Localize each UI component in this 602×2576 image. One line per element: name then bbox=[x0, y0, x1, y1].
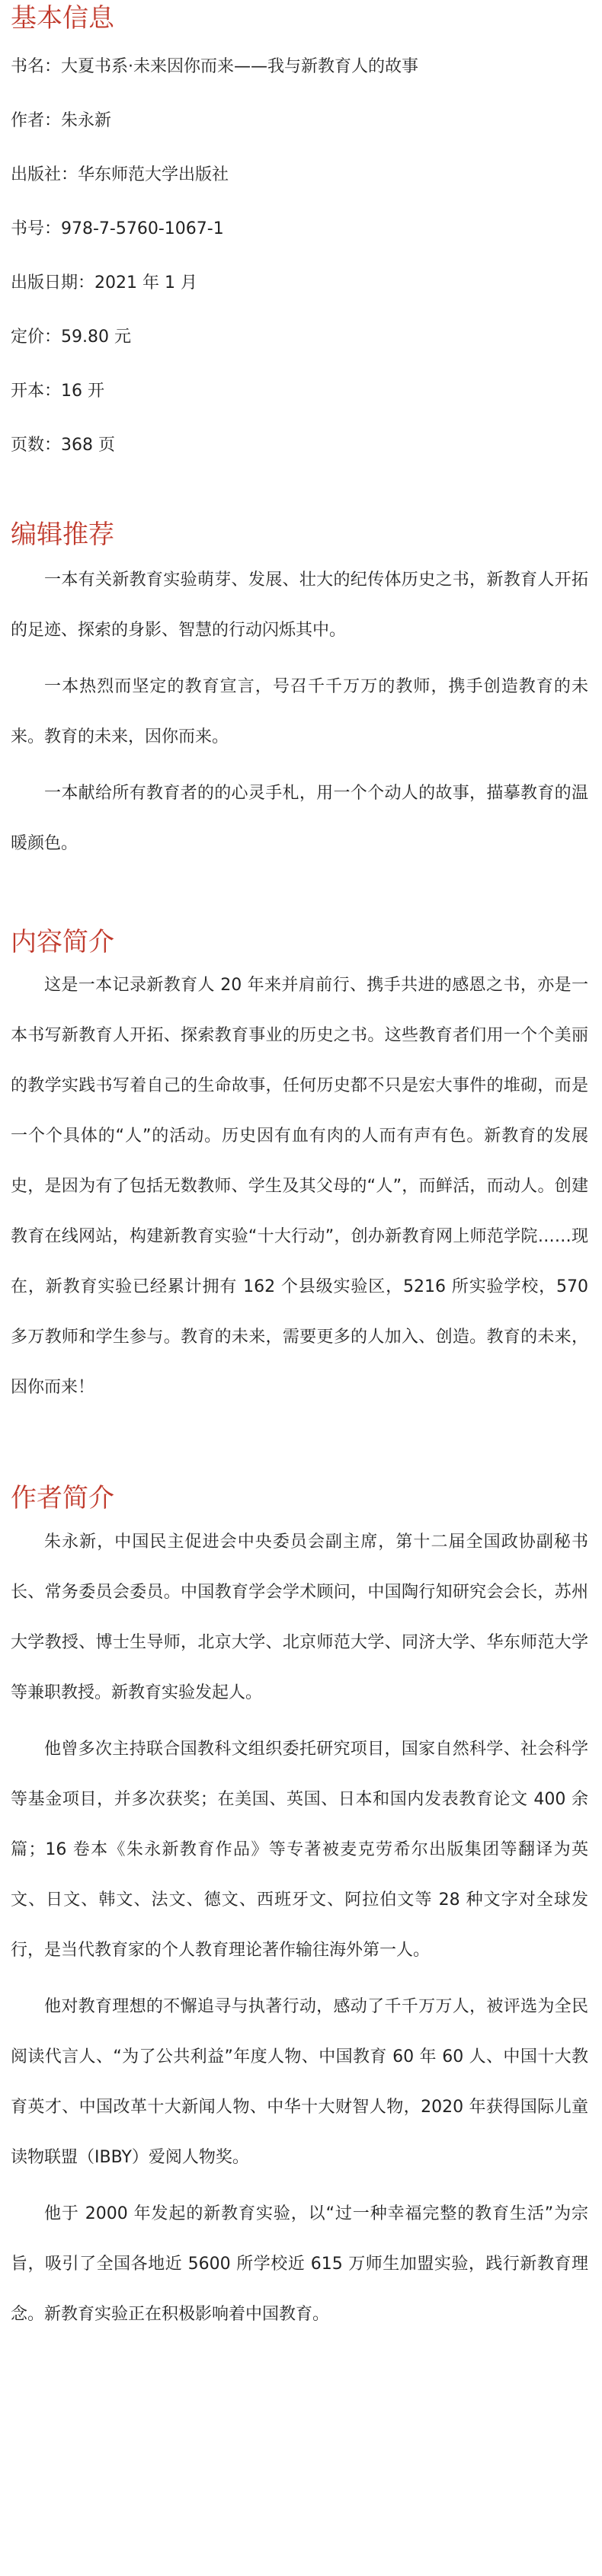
author-intro-title: 作者简介 bbox=[11, 1483, 114, 1514]
author-paragraph: 朱永新，中国民主促进会中央委员会副主席，第十二届全国政协副秘书长、常务委员会委员。中国教育学会学术顾问，中国陶行知研究会会长，苏州大学教授、博士生导师，北京大学、北京师范大学、同济大学、华东师范大学等兼职教授。新教育实验发起人。 bbox=[11, 1532, 588, 1703]
format-line: 开本：16 开 bbox=[11, 381, 104, 401]
editor-recommend-section bbox=[11, 519, 588, 869]
basic-info-title: 基本信息 bbox=[11, 3, 114, 34]
basic-info-section bbox=[11, 0, 588, 459]
price-line: 定价：59.80 元 bbox=[11, 327, 131, 347]
book-title-line: 书名：大夏书系·未来因你而来——我与新教育人的故事 bbox=[11, 56, 418, 76]
author-intro-section bbox=[11, 1483, 588, 2340]
editor-paragraph: 一本热烈而坚定的教育宣言，号召千千万万的教师，携手创造教育的未来。教育的未来，因你而来。 bbox=[11, 676, 588, 746]
isbn-line: 书号：978-7-5760-1067-1 bbox=[11, 219, 224, 238]
editor-recommend-title: 编辑推荐 bbox=[11, 519, 114, 550]
editor-paragraph: 一本有关新教育实验萌芽、发展、壮大的纪传体历史之书，新教育人开拓的足迹、探索的身影、智慧的行动闪烁其中。 bbox=[11, 570, 588, 640]
author-paragraph: 他于 2000 年发起的新教育实验，以“过一种幸福完整的教育生活”为宗旨，吸引了全国各地近 5600 所学校近 615 万师生加盟实验，践行新教育理念。新教育实验正在积极影响着中国教育。 bbox=[11, 2204, 588, 2325]
content-intro-section bbox=[11, 927, 588, 1414]
intro-paragraph: 这是一本记录新教育人 20 年来并肩前行、携手共进的感恩之书，亦是一本书写新教育人开拓、探索教育事业的历史之书。这些教育者们用一个个美丽的教学实践书写着自己的生命故事，任何历史都不只是宏大事件的堆砌，而是一个个具体的“人”的活动。历史因有血有肉的人而有声有色。新教育的发展史，是因为有了包括无数教师、学生及其父母的“人”，而鲜活，而动人。创建教育在线网站，构建新教育实验“十大行动”，创办新教育网上师范学院……现在，新教育实验已经累计拥有 162 个县级实验区，5216 所实验学校，570 多万教师和学生参与。教育的未来，需要更多的人加入、创造。教育的未来，因你而来！ bbox=[11, 976, 588, 1398]
pages-line: 页数：368 页 bbox=[11, 435, 115, 455]
editor-paragraph: 一本献给所有教育者的的心灵手札，用一个个动人的故事，描摹教育的温暖颜色。 bbox=[11, 783, 588, 853]
author-line: 作者：朱永新 bbox=[11, 110, 112, 130]
content-intro-title: 内容简介 bbox=[11, 926, 114, 957]
pub-date-line: 出版日期：2021 年 1 月 bbox=[11, 273, 197, 292]
author-paragraph: 他对教育理想的不懈追寻与执著行动，感动了千千万万人，被评选为全民阅读代言人、“为了公共利益”年度人物、中国教育 60 年 60 人、中国十大教育英才、中国改革十大新闻人物、中华十大财智人物，2020 年获得国际儿童读物联盟（IBBY）爱阅人物奖。 bbox=[11, 1997, 588, 2168]
author-paragraph: 他曾多次主持联合国教科文组织委托研究项目，国家自然科学、社会科学等基金项目，并多次获奖；在美国、英国、日本和国内发表教育论文 400 余篇；16 卷本《朱永新教育作品》等专著被麦克劳希尔出版集团等翻译为英文、日文、韩文、法文、德文、西班牙文、阿拉伯文等 28 种文字对全球发行，是当代教育家的个人教育理论著作输往海外第一人。 bbox=[11, 1740, 588, 1961]
publisher-line: 出版社：华东师范大学出版社 bbox=[11, 165, 229, 184]
